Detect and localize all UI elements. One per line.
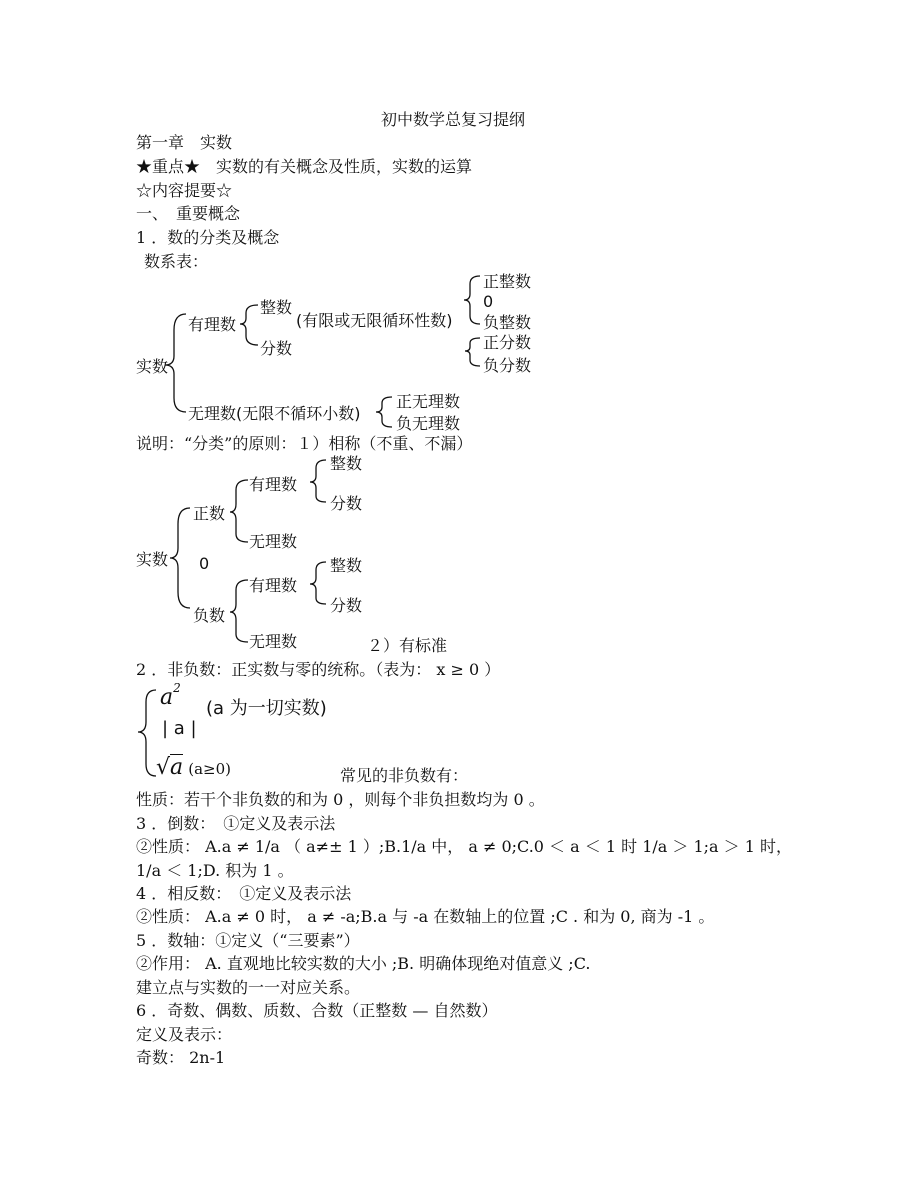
classification-note: 说明：“分类”的原则：１）相称（不重、不漏） [136,434,473,453]
item-4: 4 ．相反数： ①定义及表示法 [136,884,352,903]
tree2-neg-integer: 整数 [330,556,363,575]
item-3-property-line-2: 1/a ＜ 1;D. 积为 1 。 [136,861,294,880]
tree1-fraction: 分数 [260,339,293,358]
tree2-negative: 负数 [193,606,226,625]
item-3: 3 ．倒数： ①定义及表示法 [136,814,336,833]
tree2-pos-fraction: 分数 [330,494,363,513]
item-5-use-line-2: 建立点与实数的一一对应关系。 [136,978,361,997]
sqrt-radicand: a [170,755,184,780]
page-title: 初中数学总复习提纲 [381,110,526,129]
item-1: 1 ．数的分类及概念 [136,228,280,247]
item-6: 6 ．奇数、偶数、质数、合数（正整数 — 自然数） [136,1001,498,1020]
odd-number-definition: 奇数： 2n-1 [136,1048,226,1067]
a-squared-base: a [160,685,174,710]
tree1-positive-fraction: 正分数 [483,333,532,352]
definition-label: 定义及表示： [136,1025,233,1044]
tree2-pos-integer: 整数 [330,454,363,473]
tree1-integer-note: (有限或无限循环性数) [296,311,453,330]
item-5-use-line-1: ②作用： A. 直观地比较实数的大小 ;B. 明确体现绝对值意义 ;C. [136,954,591,973]
classification-note-2: ２）有标准 [367,636,448,655]
tree2-positive: 正数 [193,504,226,523]
sqrt-condition: (a≥0) [188,760,232,778]
tree1-positive-integer: 正整数 [483,272,532,291]
section-heading: 一、 重要概念 [136,204,241,223]
tree1-rational: 有理数 [188,315,237,334]
a-any-real-note: (a 为一切实数) [206,698,327,719]
common-nonnegative-label: 常见的非负数有： [340,766,469,785]
key-points: ★重点★ 实数的有关概念及性质，实数的运算 [136,157,473,176]
tree1-irrational: 无理数(无限不循环小数) [188,404,361,423]
tree2-neg-rational: 有理数 [249,576,298,595]
tree1-root: 实数 [136,357,169,376]
tree2-pos-rational: 有理数 [249,475,298,494]
tree2-zero: 0 [199,554,210,573]
tree2-root: 实数 [136,550,169,569]
item-4-property: ②性质： A.a ≠ 0 时， a ≠ -a;B.a 与 -a 在数轴上的位置 ;C . 和为 0, 商为 -1 。 [136,907,715,926]
item-3-property-line-1: ②性质： A.a ≠ 1/a （ a≠± 1 ）;B.1/a 中， a ≠ 0;C.0 ＜ a ＜ 1 时 1/a ＞ 1;a ＞ 1 时， [136,837,793,856]
sqrt-a [156,756,231,781]
tree2-pos-irrational: 无理数 [249,532,298,551]
chapter-heading: 第一章 实数 [136,133,233,152]
item-2: 2 ．非负数：正实数与零的统称。（表为： x ≥ 0 ） [136,660,501,679]
tree1-negative-integer: 负整数 [483,313,532,332]
number-table-label: 数系表： [144,252,209,271]
a-squared-exponent: 2 [173,681,181,695]
sqrt-symbol: √ [156,755,171,780]
absolute-value-a: | a | [162,718,197,739]
tree1-zero: 0 [483,292,494,311]
tree2-neg-irrational: 无理数 [249,632,298,651]
nonnegative-property: 性质：若干个非负数的和为 0 ，则每个非负担数均为 0 。 [136,790,545,809]
tree1-integer: 整数 [260,298,293,317]
item-5: 5 ．数轴：①定义（“三要素”） [136,931,360,950]
tree1-negative-irrational: 负无理数 [396,414,461,433]
tree2-neg-fraction: 分数 [330,596,363,615]
tree1-negative-fraction: 负分数 [483,356,532,375]
tree1-positive-irrational: 正无理数 [396,392,461,411]
content-heading: ☆内容提要☆ [136,181,233,200]
a-squared [160,681,181,712]
